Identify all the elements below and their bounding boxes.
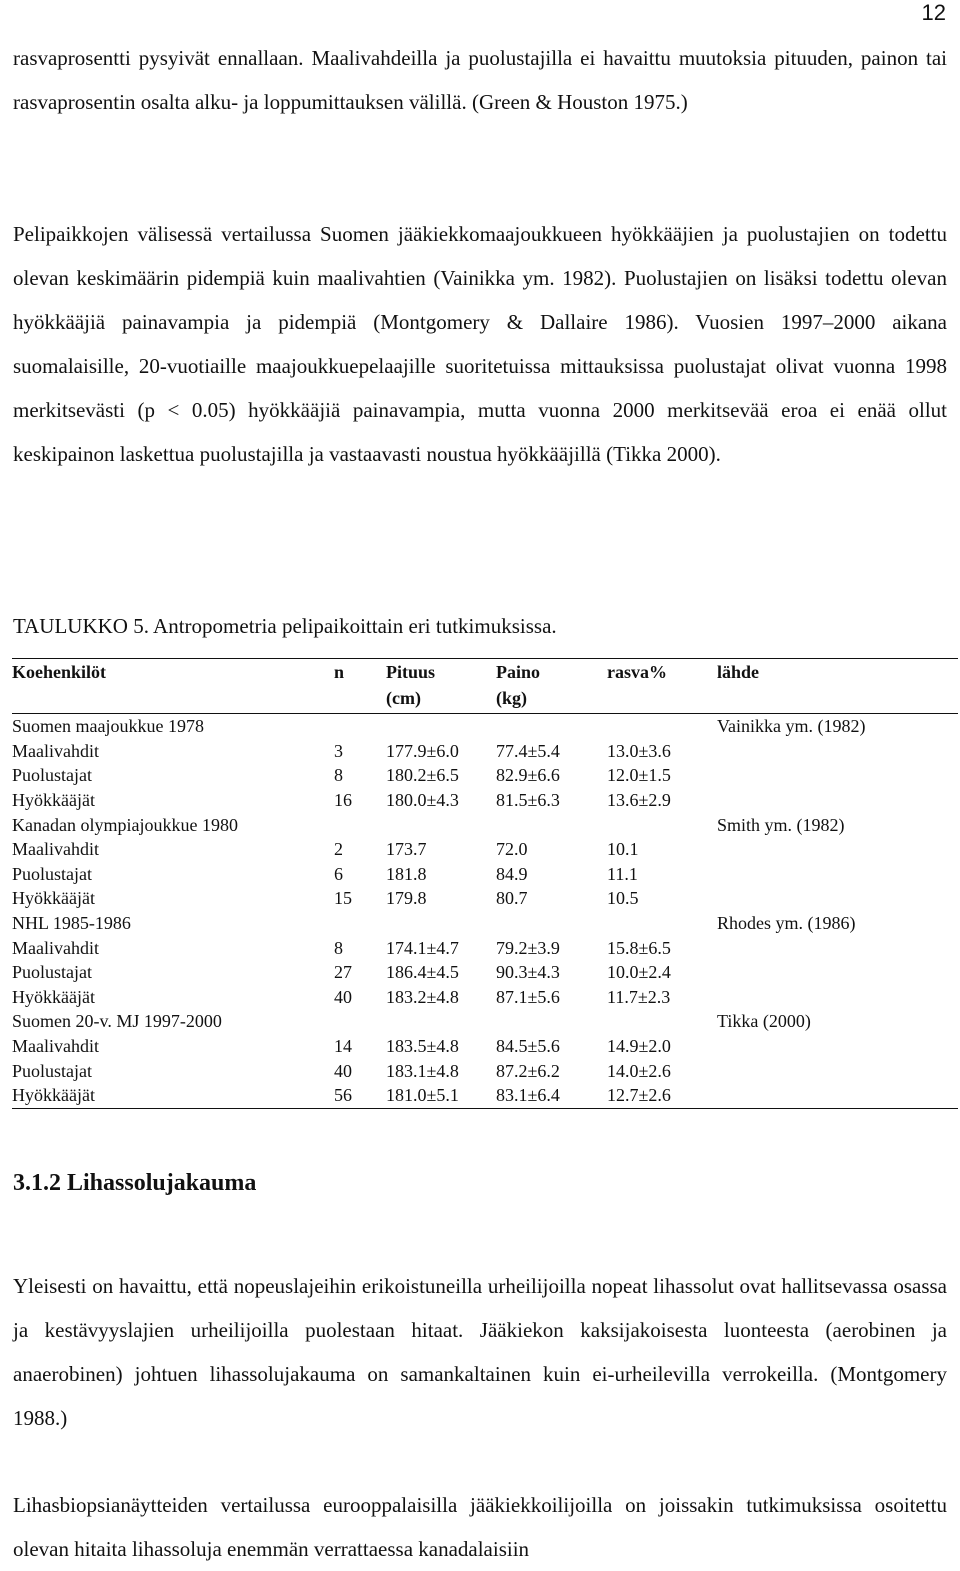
cell-weight: 87.2±6.2 <box>496 1060 560 1081</box>
header-height-label: Pituus <box>386 662 436 682</box>
table-row <box>12 788 958 813</box>
anthropometry-table <box>12 658 958 1109</box>
cell-source <box>717 763 958 788</box>
paragraph-1: rasvaprosentti pysyivät ennallaan. Maalivahdeilla ja puolustajilla ei havaittu muutoksia pituuden, painon tai rasvaprosentin osalta alku- ja loppumittauksen välillä. (Green & Houston 1975.) <box>13 46 947 114</box>
cell-height <box>386 1009 496 1034</box>
cell-subject: Maalivahdit <box>12 740 99 761</box>
cell-fat: 12.0±1.5 <box>607 765 671 786</box>
cell-subject: Puolustajat <box>12 962 92 983</box>
cell-weight: 82.9±6.6 <box>496 765 560 786</box>
table-row <box>12 886 958 911</box>
cell-n <box>334 1009 386 1034</box>
cell-subject: Maalivahdit <box>12 937 99 958</box>
cell-height: 177.9±6.0 <box>386 740 459 761</box>
section-heading: 3.1.2 Lihassolujakauma <box>13 1170 257 1196</box>
cell-height: 180.0±4.3 <box>386 790 459 811</box>
header-source: lähde <box>717 662 760 682</box>
cell-subject: Maalivahdit <box>12 1036 99 1057</box>
cell-n <box>334 714 386 739</box>
table-body <box>12 714 958 1109</box>
cell-subject: Hyökkääjät <box>12 888 95 909</box>
cell-n: 2 <box>334 839 343 860</box>
cell-height <box>386 812 496 837</box>
cell-height: 181.0±5.1 <box>386 1085 459 1106</box>
cell-source <box>717 886 958 911</box>
cell-n: 56 <box>334 1085 352 1106</box>
cell-height: 183.2±4.8 <box>386 986 459 1007</box>
cell-weight: 84.9 <box>496 863 528 884</box>
header-weight-unit: (kg) <box>496 688 527 708</box>
cell-fat: 15.8±6.5 <box>607 937 671 958</box>
cell-subject: Puolustajat <box>12 863 92 884</box>
cell-n: 6 <box>334 863 343 884</box>
cell-weight <box>496 812 607 837</box>
header-n: n <box>334 662 345 682</box>
cell-height: 180.2±6.5 <box>386 765 459 786</box>
cell-fat <box>607 812 717 837</box>
cell-weight: 87.1±5.6 <box>496 986 560 1007</box>
cell-height: 183.1±4.8 <box>386 1060 459 1081</box>
table-row <box>12 714 958 739</box>
cell-fat: 10.0±2.4 <box>607 962 671 983</box>
paragraph-2: Pelipaikkojen välisessä vertailussa Suomen jääkiekkomaajoukkueen hyökkääjien ja puolustajien on todettu olevan keskimäärin pidempiä kuin maalivahtien (Vainikka ym. 1982). Puolustajien on lisäksi todettu olevan hyökkääjiä painavampia ja pidempiä (Montgomery & Dallaire 1986). Vuosien 1997–2000 aikana suomalaisille, 20-vuotiaille maajoukkuepelaajille suoritetuissa mittauksissa puolustajat olivat vuonna 1998 merkitsevästi (p < 0.05) hyökkääjiä painavampia, mutta vuonna 2000 merkitsevää eroa ei enää ollut keskipainon laskettua puolustajilla ja vastaavasti noustua hyökkääjillä (Tikka 2000). <box>13 222 947 466</box>
cell-source: Smith ym. (1982) <box>717 814 845 835</box>
cell-height: 183.5±4.8 <box>386 1036 459 1057</box>
table-row <box>12 739 958 764</box>
cell-weight <box>496 714 607 739</box>
table-row <box>12 812 958 837</box>
cell-source: Tikka (2000) <box>717 1011 811 1032</box>
header-height-unit: (cm) <box>386 688 421 708</box>
cell-n <box>334 812 386 837</box>
cell-fat: 13.0±3.6 <box>607 740 671 761</box>
cell-fat: 12.7±2.6 <box>607 1085 671 1106</box>
table-caption: TAULUKKO 5. Antropometria pelipaikoittain eri tutkimuksissa. <box>13 614 557 638</box>
cell-fat: 14.0±2.6 <box>607 1060 671 1081</box>
cell-n: 14 <box>334 1036 352 1057</box>
cell-height <box>386 714 496 739</box>
cell-subject: Maalivahdit <box>12 839 99 860</box>
cell-source <box>717 1058 958 1083</box>
cell-source <box>717 935 958 960</box>
table-row <box>12 985 958 1010</box>
cell-fat: 10.5 <box>607 888 639 909</box>
header-fat: rasva% <box>607 662 667 682</box>
cell-subject: Suomen maajoukkue 1978 <box>12 716 204 737</box>
cell-source <box>717 1083 958 1108</box>
cell-source <box>717 1034 958 1059</box>
table-header-row <box>12 659 958 714</box>
cell-subject: Suomen 20-v. MJ 1997-2000 <box>12 1011 222 1032</box>
cell-height: 179.8 <box>386 888 427 909</box>
cell-fat: 13.6±2.9 <box>607 790 671 811</box>
cell-weight: 79.2±3.9 <box>496 937 560 958</box>
header-weight-label: Paino <box>496 662 541 682</box>
cell-subject: Kanadan olympiajoukkue 1980 <box>12 814 238 835</box>
cell-subject: Puolustajat <box>12 765 92 786</box>
cell-subject: Hyökkääjät <box>12 986 95 1007</box>
cell-n: 8 <box>334 937 343 958</box>
cell-source <box>717 739 958 764</box>
table-row <box>12 763 958 788</box>
cell-n: 8 <box>334 765 343 786</box>
cell-n: 40 <box>334 986 352 1007</box>
table-row <box>12 1083 958 1108</box>
cell-subject: Hyökkääjät <box>12 790 95 811</box>
cell-fat <box>607 911 717 936</box>
table-row <box>12 960 958 985</box>
cell-fat: 11.1 <box>607 863 638 884</box>
cell-weight: 81.5±6.3 <box>496 790 560 811</box>
table-row <box>12 1034 958 1059</box>
table-row <box>12 1009 958 1034</box>
cell-source <box>717 788 958 813</box>
cell-fat: 11.7±2.3 <box>607 986 671 1007</box>
cell-subject: Hyökkääjät <box>12 1085 95 1106</box>
cell-height: 186.4±4.5 <box>386 962 459 983</box>
header-subjects: Koehenkilöt <box>12 662 107 682</box>
cell-weight <box>496 911 607 936</box>
cell-source <box>717 837 958 862</box>
cell-height: 174.1±4.7 <box>386 937 459 958</box>
cell-n: 16 <box>334 790 352 811</box>
header-height <box>386 659 496 714</box>
cell-weight: 77.4±5.4 <box>496 740 560 761</box>
cell-n: 15 <box>334 888 352 909</box>
paragraph-4: Lihasbiopsianäytteiden vertailussa eurooppalaisilla jääkiekkoilijoilla on joissakin tutkimuksissa osoitettu olevan hitaita lihassoluja enemmän verrattaessa kanadalaisiin <box>13 1493 947 1561</box>
table-row <box>12 911 958 936</box>
cell-weight: 84.5±5.6 <box>496 1036 560 1057</box>
cell-source <box>717 960 958 985</box>
cell-weight: 83.1±6.4 <box>496 1085 560 1106</box>
header-weight <box>496 659 607 714</box>
cell-fat: 14.9±2.0 <box>607 1036 671 1057</box>
cell-subject: NHL 1985-1986 <box>12 913 131 934</box>
paragraph-3: Yleisesti on havaittu, että nopeuslajeihin erikoistuneilla urheilijoilla nopeat lihassolut ovat hallitsevassa osassa ja kestävyyslajien urheilijoilla puolestaan hitaat. Jääkiekon kaksijakoisesta luonteesta (aerobinen ja anaerobinen) johtuen lihassolujakauma on samankaltainen kuin ei-urheilevilla verrokeilla. (Montgomery 1988.) <box>13 1274 947 1430</box>
cell-n: 27 <box>334 962 352 983</box>
cell-weight: 72.0 <box>496 839 528 860</box>
cell-fat <box>607 1009 717 1034</box>
cell-source <box>717 862 958 887</box>
cell-source <box>717 985 958 1010</box>
cell-fat: 10.1 <box>607 839 639 860</box>
page-number: 12 <box>921 0 946 25</box>
cell-fat <box>607 714 717 739</box>
cell-height <box>386 911 496 936</box>
cell-source: Vainikka ym. (1982) <box>717 716 866 737</box>
cell-n: 3 <box>334 740 343 761</box>
cell-subject: Puolustajat <box>12 1060 92 1081</box>
cell-weight: 80.7 <box>496 888 528 909</box>
cell-n: 40 <box>334 1060 352 1081</box>
cell-height: 181.8 <box>386 863 427 884</box>
table-row <box>12 862 958 887</box>
table-row <box>12 1058 958 1083</box>
cell-weight <box>496 1009 607 1034</box>
cell-height: 173.7 <box>386 839 427 860</box>
cell-weight: 90.3±4.3 <box>496 962 560 983</box>
cell-source: Rhodes ym. (1986) <box>717 913 856 934</box>
cell-n <box>334 911 386 936</box>
table-row <box>12 837 958 862</box>
table-row <box>12 935 958 960</box>
